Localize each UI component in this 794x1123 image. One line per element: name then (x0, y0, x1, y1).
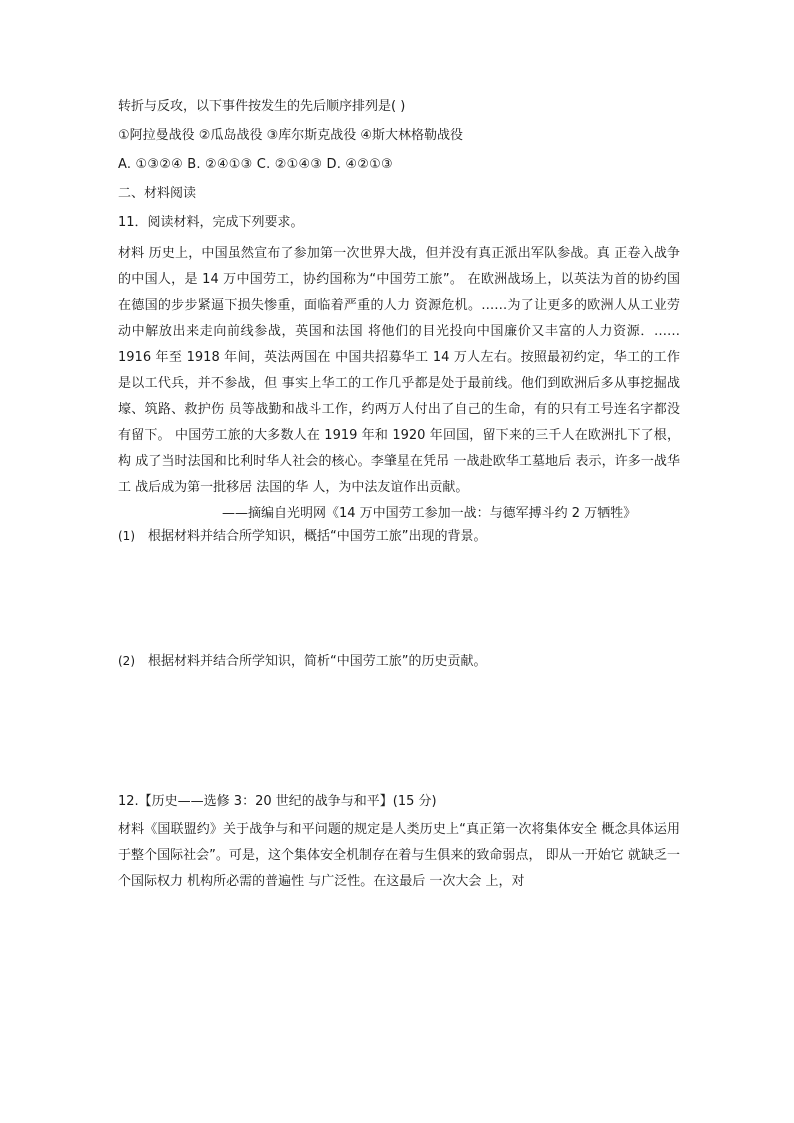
document-page (118, 96, 680, 895)
q10-stem: 转折与反攻，以下事件按发生的先后顺序排列是( ) (118, 99, 406, 114)
sub-question-number: (1) (118, 529, 135, 543)
answer-space (118, 673, 680, 791)
sub-question-number: (2) (118, 654, 135, 668)
sub-question-text: 根据材料并结合所学知识，简析“中国劳工旅”的历史贡献。 (148, 654, 487, 669)
q11-stem: 11．阅读材料，完成下列要求。 (118, 215, 304, 230)
q12-stem: 12.【历史——选修 3：20 世纪的战争与和平】(15 分) (118, 794, 437, 809)
q11-source: ——摘编自光明网《14 万中国劳工参加一战：与德军搏斗约 2 万牺牲》 (222, 506, 637, 521)
sub-question-text: 根据材料并结合所学知识，概括“中国劳工旅”出现的背景。 (148, 529, 487, 544)
q10-events: ①阿拉曼战役 ②瓜岛战役 ③库尔斯克战役 ④斯大林格勒战役 (118, 128, 464, 143)
answer-space (118, 548, 680, 650)
q10-options: A. ①③②④ B. ②④①③ C. ②①④③ D. ④②①③ (118, 157, 393, 172)
q12-material: 材料《国联盟约》关于战争与和平问题的规定是人类历史上“真正第一次将集体安全 概念具体运用于整个国际社会”。可是，这个集体安全机制存在着与生俱来的致命弱点， 即从一开始它 就缺乏一个国际权力 机构所必需的普遍性 与广泛性。在这最后 一次大会 上，对 (118, 822, 680, 889)
section-title: 二、材料阅读 (118, 186, 197, 201)
q11-sub-question-1 (118, 525, 680, 548)
q11-sub-question-2 (118, 650, 680, 673)
q11-material: 材料 历史上，中国虽然宣布了参加第一次世界大战，但并没有真正派出军队参战。真 正卷入战争的中国人，是 14 万中国劳工，协约国称为“中国劳工旅”。 在欧洲战场上，以英法为首的协约国在德国的步步紧逼下损失惨重，面临着严重的人力 资源危机。……为了让更多的欧洲人从工业劳动中解放出来走向前线参战，英国和法国 将他们的目光投向中国廉价又丰富的人力资源．……1916 年至 1918 年间，英法两国在 中国共招募华工 14 万人左右。按照最初约定，华工的工作是以工代兵，并不参战，但 事实上华工的工作几乎都是处于最前线。他们到欧洲后多从事挖掘战壕、筑路、救护伤 员等战勤和战斗工作，约两万人付出了自己的生命，有的只有工号连名字都没有留下。 中国劳工旅的大多数人在 1919 年和 1920 年回国，留下来的三千人在欧洲扎下了根，构 成了当时法国和比利时华人社会的核心。李肇星在凭吊 一战赴欧华工墓地后 表示，许多一战华工 战后成为第一批移居 法国的华 人，为中法友谊作出贡献。 (118, 246, 680, 495)
